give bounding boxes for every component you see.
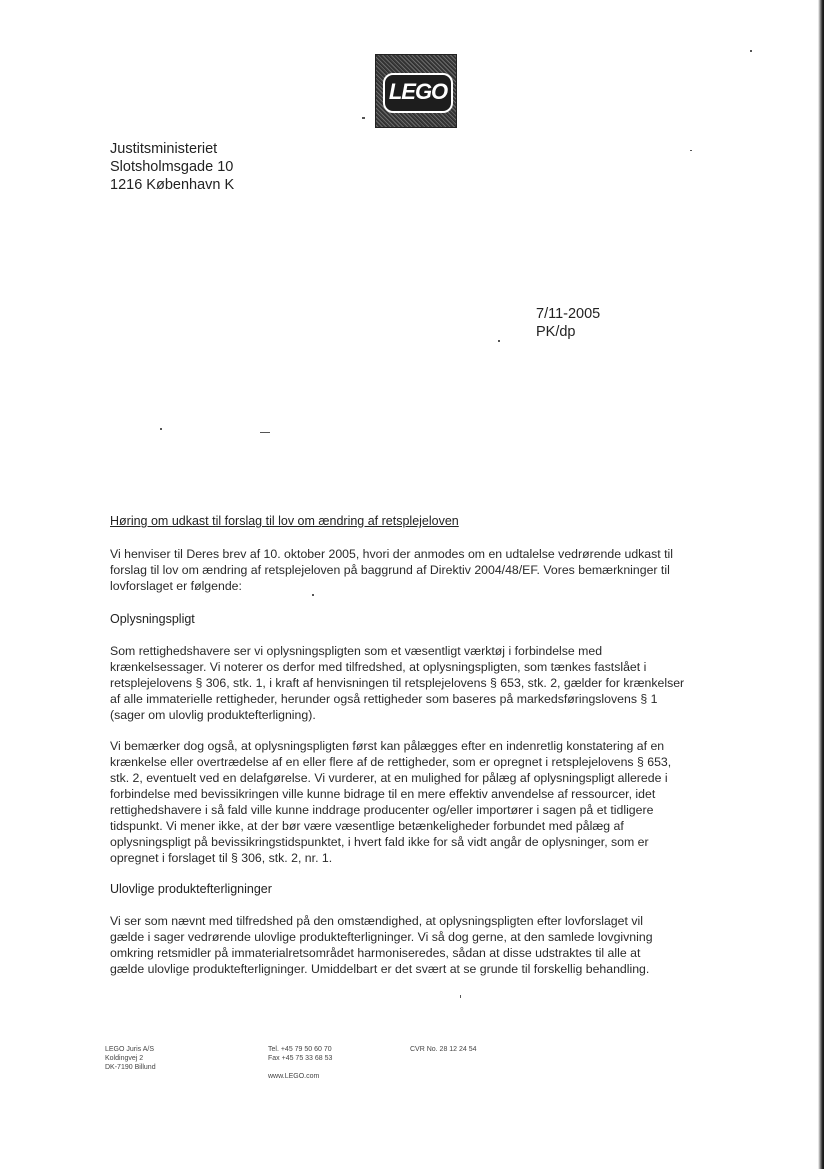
- recipient-line: 1216 København K: [110, 177, 235, 193]
- footer-website: www.LEGO.com: [268, 1073, 320, 1080]
- footer-line: [268, 1063, 332, 1072]
- text-line: Vi ser som nævnt med tilfredshed på den omstændighed, at oplysningspligten efter lovforslaget vil: [110, 914, 643, 928]
- lego-logo-text: LEGO: [388, 79, 448, 104]
- text-line: gælde i sager vedrørende ulovlige produktefterligninger. Vi så dog gerne, at den samlede lovgivning: [110, 930, 653, 944]
- text-line: omkring retsmidler på immaterialretsområdet harmoniseredes, sådan at disse udstraktes til alle at: [110, 946, 641, 960]
- footer-line: Tel. +45 79 50 60 70: [268, 1046, 332, 1053]
- footer-line: LEGO Juris A/S: [105, 1046, 155, 1053]
- letter-date: 7/11-2005: [536, 306, 601, 322]
- text-line: lovforslaget er følgende:: [110, 579, 242, 593]
- intro-paragraph: [110, 546, 760, 594]
- recipient-line: Slotsholmsgade 10: [110, 159, 234, 175]
- text-line: krænkelse eller overtrædelse af en eller flere af de rettigheder, som er opregnet i retsplejelovens § 653,: [110, 755, 672, 769]
- footer-line: Koldingvej 2: [105, 1055, 144, 1062]
- text-line: forbindelse med bevissikringen ville kunne bidrage til en mere effektiv anvendelse af ressourcer, idet: [110, 787, 656, 801]
- scan-speck: [260, 432, 270, 433]
- text-line: forslag til lov om ændring af retsplejeloven på baggrund af Direktiv 2004/48/EF. Vores bemærkninger til: [110, 563, 670, 577]
- text-line: Som rettighedshavere ser vi oplysningspligten som et væsentligt værktøj i forbindelse med: [110, 644, 603, 658]
- scan-speck: [750, 50, 752, 52]
- section1-paragraph1: [110, 643, 760, 723]
- text-line: tidspunkt. Vi mener ikke, at der bør være væsentlige betænkeligheder forbundet med pålæg af: [110, 819, 624, 833]
- section-heading-oplysningspligt: Oplysningspligt: [110, 612, 195, 626]
- text-line: Vi bemærker dog også, at oplysningspligten først kan pålægges efter en indenretlig konstatering af en: [110, 739, 665, 753]
- text-line: Vi henviser til Deres brev af 10. oktober 2005, hvori der anmodes om en udtalelse vedrørende udkast til: [110, 547, 674, 561]
- section1-paragraph2: [110, 738, 760, 866]
- footer-line: CVR No. 28 12 24 54: [410, 1046, 477, 1053]
- scan-speck: [362, 117, 365, 119]
- text-line: af alle immaterielle rettigheder, herunder også rettigheder som baseres på markedsføringslovens § 1: [110, 692, 658, 706]
- lego-logo: [375, 54, 457, 128]
- text-line: retsplejelovens § 306, stk. 1, i kraft af henvisningen til retsplejelovens § 653, stk. 2, gælder for krænkelser: [110, 676, 685, 690]
- letter-subject: Høring om udkast til forslag til lov om ændring af retsplejeloven: [110, 514, 459, 528]
- footer-registration: [410, 1045, 477, 1054]
- text-line: opregnet i forslaget til § 306, stk. 2, nr. 1.: [110, 851, 333, 865]
- text-line: gælde ulovlige produktefterligninger. Umiddelbart er det svært at se grunde til forskellig behandling.: [110, 962, 650, 976]
- text-line: rettighedshavere i så fald ville kunne inddrage producenter og/eller importører i sagen på et tidligere: [110, 803, 654, 817]
- scan-speck: [498, 340, 500, 342]
- text-line: stk. 2, eventuelt ved en delafgørelse. Vi vurderer, at en mulighed for pålæg af oplysningspligt allerede i: [110, 771, 668, 785]
- text-line: (sager om ulovlig produktefterligning).: [110, 708, 316, 722]
- footer-line: DK-7190 Billund: [105, 1064, 156, 1071]
- recipient-line: Justitsministeriet: [110, 141, 218, 157]
- recipient-address: [110, 140, 234, 194]
- section-heading-ulovlige: Ulovlige produktefterligninger: [110, 882, 272, 896]
- letter-reference: PK/dp: [536, 324, 576, 340]
- text-line: krænkelsessager. Vi noterer os derfor med tilfredshed, at oplysningspligten, som tænkes fastslået i: [110, 660, 647, 674]
- lego-logo-badge: [383, 73, 453, 113]
- scan-edge-shadow: [818, 0, 824, 1169]
- footer-company: [105, 1045, 156, 1072]
- scan-speck: [460, 995, 461, 998]
- scan-speck: [160, 428, 162, 430]
- letter-meta: [536, 305, 600, 341]
- footer-line: Fax +45 75 33 68 53: [268, 1055, 333, 1062]
- text-line: oplysningspligt på bevissikringstidspunktet, i hvert fald ikke for så vidt angår de oplysninger, som er: [110, 835, 649, 849]
- section2-paragraph1: [110, 913, 760, 977]
- scan-speck: [312, 594, 314, 596]
- footer-contact: [268, 1045, 332, 1081]
- scan-speck: [690, 150, 692, 151]
